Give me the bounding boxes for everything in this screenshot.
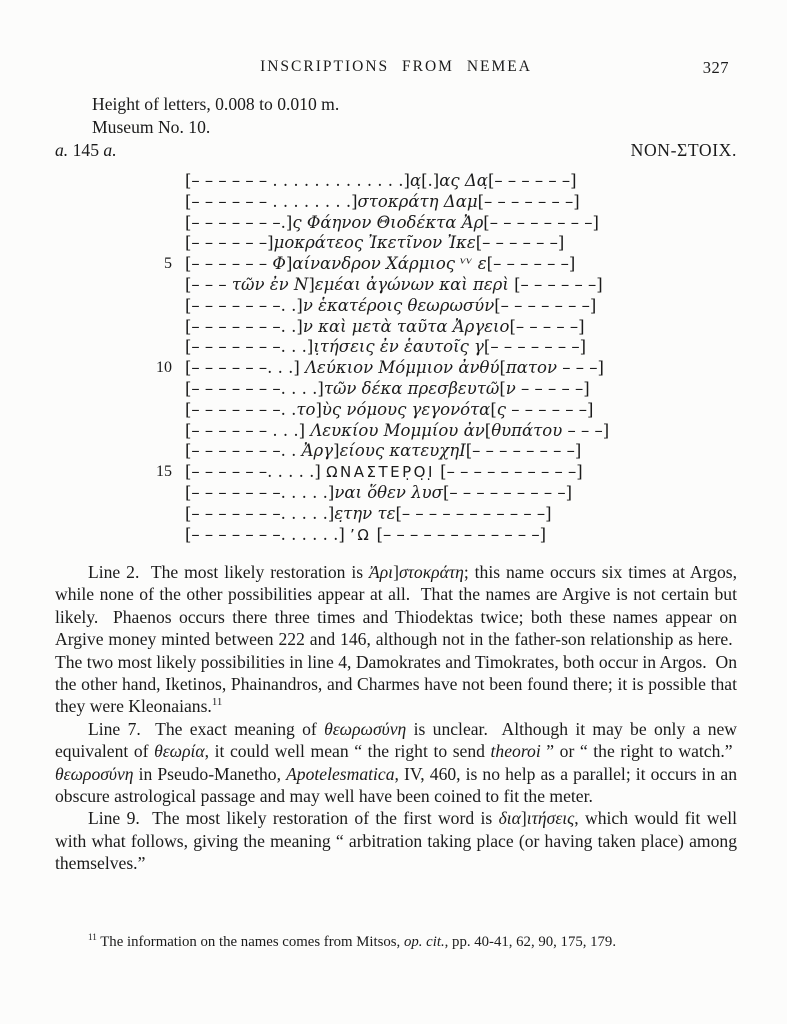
stoichedon-label: NON-ΣΤΟΙΧ. (630, 140, 737, 160)
paragraph-line-2: Line 2. The most likely restoration is Ἀρι]στοκράτη; this name occurs six times at Argos, while none of the other possibilities appear at all. That the names are Argive is not certain but likely. Phaenos occurs there three times and Thiodektas twice; both these names appear on Argive money minted between 222 and 146, although not in the father-son relationship as here. The two most likely possibilities in line 4, Damokrates and Timokrates, both occur in Argos. On the other hand, Iketinos, Phainandros, and Charmes have not been found there; it is possible that they were Kleonaians.$^{11}$ (55, 562, 737, 717)
commentary-text (55, 561, 737, 875)
inscription-line (130, 441, 609, 462)
inscription-line-number (130, 192, 185, 213)
inscription-line-number (130, 213, 185, 234)
inscription-line-number (130, 379, 185, 400)
inscription-line (130, 483, 609, 504)
inscription-line-text: [– – – – – – –.]ς Φάηνον Θιοδέκτα Ἀρ[– – – – – – – –] (185, 212, 599, 232)
letter-height-note: Height of letters, 0.008 to 0.010 m. (92, 94, 340, 114)
inscription-metadata (92, 93, 339, 139)
inscription-line (130, 379, 609, 400)
item-label: a. 145 a. (55, 140, 117, 160)
inscription-line-number (130, 233, 185, 254)
page-number: 327 (702, 58, 729, 77)
inscription-line-text: [– – – – – – Φ]αίνανδρον Χάρμιος ᵛᵛ ε[– – – – – –] (185, 254, 576, 274)
inscription-line-number: 15 (156, 463, 172, 481)
inscription-line-number (130, 441, 185, 462)
inscription-line (130, 233, 609, 254)
inscription-line-number: 5 (164, 255, 172, 273)
inscription-line (130, 462, 609, 483)
inscription-line-number (130, 483, 185, 504)
inscription-line-text: [– – – – – – –. .το]ὺς νόμους γεγονότα[ς – – – – – –] (185, 399, 594, 419)
footnote-11: $^{11}$ The information on the names comes from Mitsos, op. cit., pp. 40-41, 62, 90, 175, 179. (88, 932, 617, 950)
inscription-line-text: [– – – – – – . . . . . . . .]στοκράτη Δαμ[– – – – – – –] (185, 191, 580, 211)
inscription-line-number (130, 400, 185, 421)
inscription-line-text: [– – – – – – –. . . . .]ε̣την τε[– – – – – – – – – – –] (185, 503, 552, 523)
inscription-transcription (130, 171, 609, 545)
paragraph-line-7: Line 7. The exact meaning of θεωρωσύνη is unclear. Although it may be only a new equivalent of θεωρία, it could well mean “ the right to send theoroi ” or “ the right to watch.” θεωροσύνη in Pseudo-Manetho, Apotelesmatica, IV, 460, is no help as a parallel; it occurs in an obscure astrological passage and may well have been coined to fit the meter. (55, 718, 738, 807)
inscription-line (130, 275, 609, 296)
inscription-line-number (130, 421, 185, 442)
inscription-line-number: 10 (156, 359, 172, 377)
paragraph-line-9: Line 9. The most likely restoration of the first word is δια]ιτήσεις, which would fit well with what follows, giving the meaning “ arbitration taking place (or having taken place) among themselves.” (55, 808, 737, 874)
inscription-line-text: [– – – – – – . . . . . . . . . . . . .]α̣[.]ας Δα̣[– – – – – –] (185, 171, 577, 190)
inscription-line-text: [– – – – – –]μοκράτεος Ἰκετῖνον Ἰκε[– – – – – –] (185, 233, 565, 253)
inscription-line-text: [– – – – – – –. .]ν καὶ μετὰ ταῦτα Ἀργειο[– – – – –] (185, 316, 585, 336)
inscription-line-number (130, 171, 185, 192)
museum-number-note: Museum No. 10. (92, 117, 211, 137)
inscription-line-text: [– – – – – – –. . . . . .] ʼΩ [– – – – – – – – – – – –] (185, 524, 547, 544)
inscription-line-text: [– – – τῶν ἐν Ν]εμέαι ἀγώνων καὶ περὶ [– – – – – –] (185, 274, 603, 294)
inscription-line (130, 421, 609, 442)
inscription-line (130, 213, 609, 234)
inscription-line (130, 337, 609, 358)
inscription-line (130, 504, 609, 525)
inscription-line (130, 358, 609, 379)
inscription-line (130, 296, 609, 317)
inscription-line (130, 317, 609, 338)
inscription-line-text: [– – – – – – –. . . . .]ναι ὅθεν λυσ[– – – – – – – – –] (185, 482, 573, 502)
inscription-line-number (130, 337, 185, 358)
inscription-line-text: [– – – – – – . . .] Λευκίου Μομμίου ἀν[θυπάτου – – –] (185, 420, 610, 440)
inscription-line-number (130, 504, 185, 525)
inscription-line-number (130, 317, 185, 338)
inscription-line-number (130, 275, 185, 296)
inscription-line-text: [– – – – – –. . .] Λεύκιον Μόμμιον ἀνθύ[πατον – – –] (185, 358, 604, 378)
running-title: INSCRIPTIONS FROM NEMEA (260, 58, 532, 75)
inscription-line-text: [– – – – – –. . . . .] ΩΝΑΣΤΕΡ̣Ο̣Ι̣ [– – – – – – – – – –] (185, 462, 583, 482)
inscription-line-number (130, 296, 185, 317)
item-label-row (55, 140, 737, 161)
inscription-line (130, 525, 609, 546)
inscription-line (130, 400, 609, 421)
inscription-line-number (130, 525, 185, 546)
inscription-line-text: [– – – – – – –. . Ἀργ]είους κατευχηΙ[– – – – – – – –] (185, 441, 582, 461)
inscription-line-text: [– – – – – – –. .]ν ἑκατέροις θεωρωσύν[– – – – – – –] (185, 295, 597, 315)
running-header (55, 58, 737, 80)
inscription-line (130, 254, 609, 275)
inscription-line (130, 171, 609, 192)
inscription-line (130, 192, 609, 213)
inscription-line-text: [– – – – – – –. . . .]τῶν δέκα πρεσβευτῶ[ν – – – – –] (185, 378, 590, 398)
footnote-block (55, 933, 737, 952)
inscription-line-text: [– – – – – – –. . .]ι̣τήσεις ἐν ἑαυτοῖς γ[– – – – – – –] (185, 337, 587, 357)
